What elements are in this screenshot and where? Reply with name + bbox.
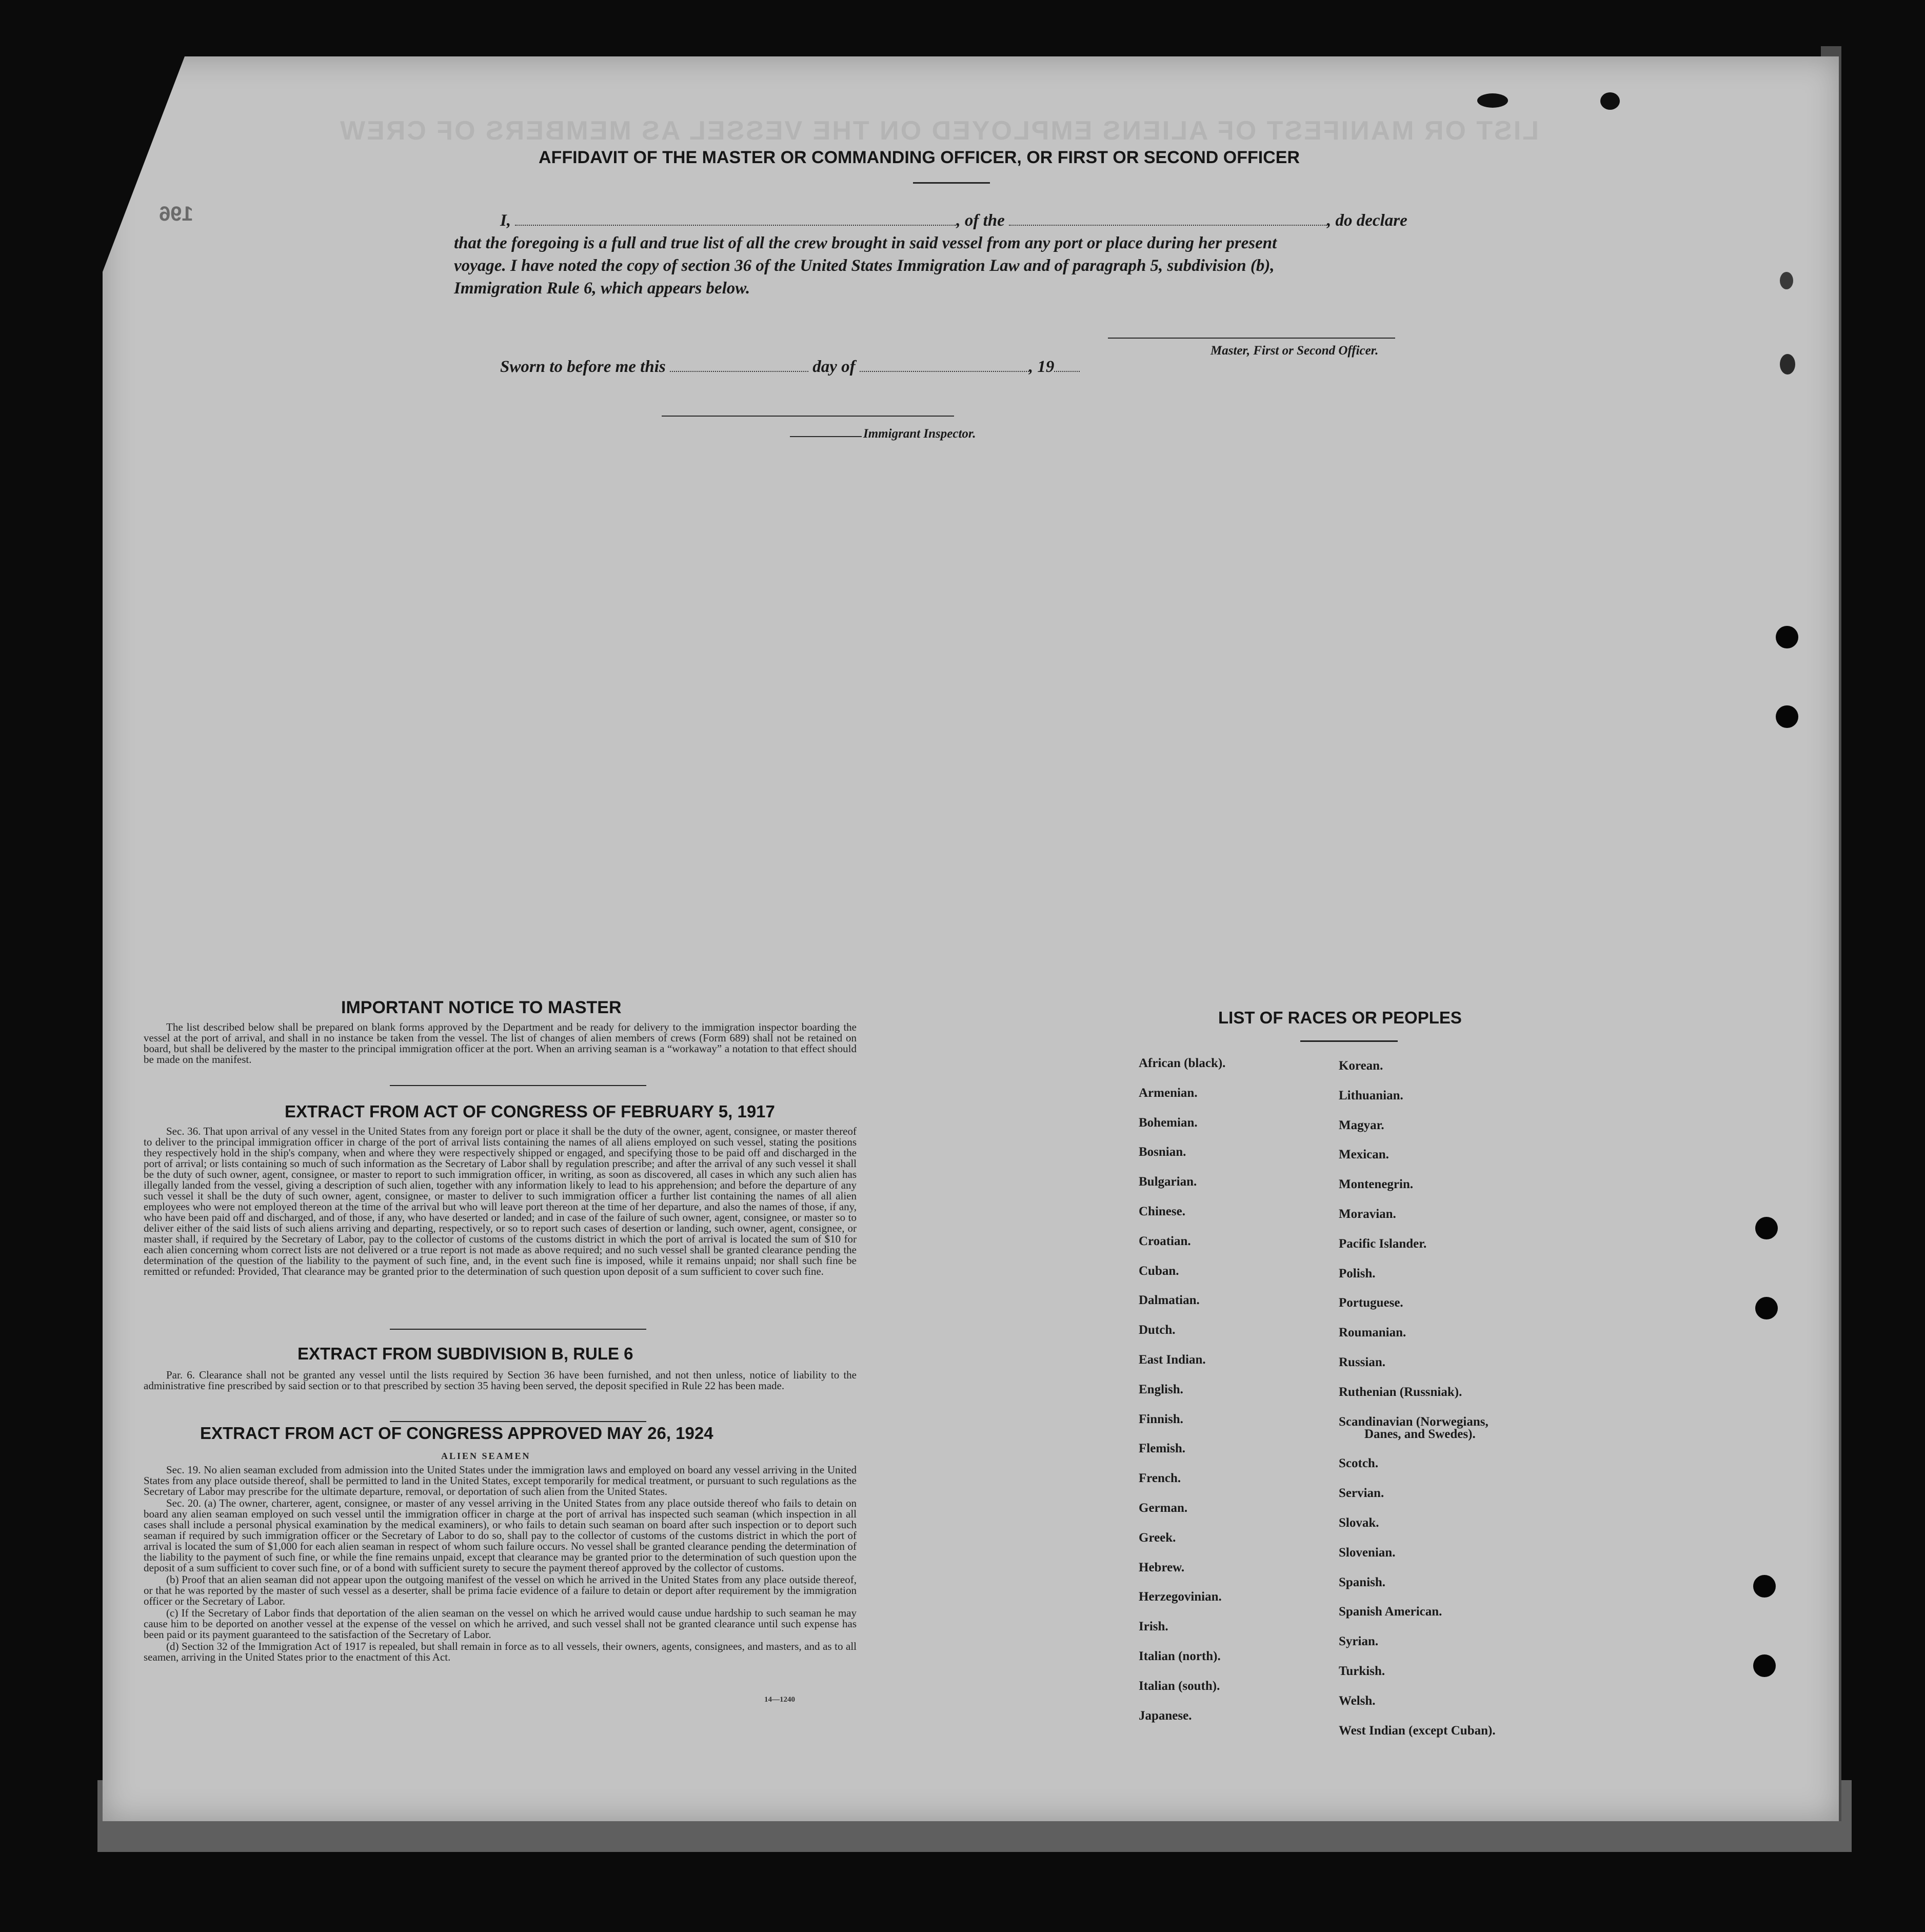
ink-blot	[1600, 92, 1620, 110]
race-item: Spanish American.	[1339, 1605, 1442, 1619]
race-item: Polish.	[1339, 1266, 1376, 1280]
race-item: Bulgarian.	[1139, 1175, 1197, 1189]
punch-hole	[1753, 1575, 1776, 1598]
race-item: Greek.	[1139, 1530, 1176, 1545]
extract-rule6-rule	[390, 1421, 646, 1422]
race-item: Montenegrin.	[1339, 1177, 1414, 1192]
race-item: Servian.	[1339, 1486, 1384, 1501]
extract-1917-text	[144, 1126, 857, 1278]
extract-rule6-paragraph: Par. 6. Clearance shall not be granted any vessel until the lists required by Section 36 have been furnished, and not then unless, notice of liability to the administrative fine prescribed by said section or to that prescribed by section 35 having been served, the deposit specified in Rule 22 has been made.	[144, 1369, 857, 1392]
race-item: Italian (south).	[1139, 1679, 1220, 1693]
race-item: Chinese.	[1139, 1205, 1185, 1218]
affidavit-line-1	[500, 210, 1407, 230]
affidavit-title-rule	[913, 182, 990, 184]
race-item: Bosnian.	[1139, 1145, 1186, 1159]
punch-hole	[1755, 1297, 1778, 1319]
affidavit-line-4: Immigration Rule 6, which appears below.	[454, 279, 750, 298]
notice-rule	[390, 1085, 646, 1086]
race-item: Dutch.	[1139, 1323, 1176, 1337]
race-item: Armenian.	[1139, 1086, 1198, 1100]
punch-hole	[1780, 354, 1795, 374]
races-title: LIST OF RACES OR PEOPLES	[1218, 1008, 1462, 1027]
races-title-rule	[1300, 1040, 1398, 1042]
extract-1917-title: EXTRACT FROM ACT OF CONGRESS OF FEBRUARY 5, 1917	[285, 1102, 775, 1121]
affidavit-line-2: that the foregoing is a full and true list of all the crew brought in said vessel from any port or place during her present	[454, 234, 1277, 252]
race-item: German.	[1139, 1501, 1188, 1515]
extract-1917-paragraph: Sec. 36. That upon arrival of any vessel in the United States from any foreign port or place it shall be the duty of the owner, agent, consignee, or master thereof to deliver to the principal immigration officer in charge of the port of arrival lists containing the names of all aliens employed on such vessel, stating the positions they respectively hold in the ship's company, when and where they were respectively shipped or engaged, and specifying those to be paid off and discharged in the port of arrival; or lists containing so much of such information as the Secretary of Labor shall by regulation prescribe; and after the arrival of any such vessel it shall be the duty of such owner, agent, consignee, or master to report to such immigration officer, in writing, as soon as discovered, all cases in which any such alien has illegally landed from the vessel, giving a description of such alien, together with any information likely to lead to his apprehension; and before the departure of any such vessel it shall be the duty of such owner, agent, consignee, or master to deliver to such immigration officer a further list containing the names of all alien employees who were not employed thereon at the time of the arrival but who will leave port thereon at the time of her departure, and also the names of those, if any, who have been paid off and discharged, and of those, if any, who have deserted or landed; and in case of the failure of such owner, agent, consignee, or master so to deliver either of the said lists of such aliens arriving and departing, respectively, or so to report such cases of desertion or landing, such owner, agent, consignee, or master shall, if required by the Secretary of Labor, pay to the collector of customs of the customs district in which the port of arrival is located the sum of $10 for each alien concerning whom correct lists are not delivered or a true report is not made as above required; and no such vessel shall be granted clearance pending the determination of the question of the liability to the payment of such fine, and, in the event such fine is imposed, while it remains unpaid; nor shall such fine be remitted or refunded: Provided, That clearance may be granted prior to the determination of such question upon deposit of a sum sufficient to cover such fine.	[144, 1125, 857, 1277]
race-item: Hebrew.	[1139, 1560, 1185, 1574]
race-item: Roumanian.	[1339, 1326, 1406, 1340]
race-item: Mexican.	[1339, 1148, 1389, 1162]
notice-title: IMPORTANT NOTICE TO MASTER	[341, 998, 622, 1017]
sworn-year-blank	[1054, 357, 1080, 372]
race-item: Turkish.	[1339, 1664, 1385, 1678]
race-item: Dalmatian.	[1139, 1293, 1200, 1308]
extract-1924-sec19: Sec. 19. No alien seaman excluded from admission into the United States under the immigration laws and employed on board any vessel arriving in the United States from any place outside thereof, shall be permitted to land in the United States, except temporarily for medical treatment, or pursuant to such regulations as the Secretary of Labor may prescribe for the ultimate departure, removal, or deportation of such alien from the United States.	[144, 1464, 857, 1497]
race-item: Scandinavian (Norwegians,	[1339, 1414, 1489, 1429]
bleed-through-header: LIST OR MANIFEST OF ALIENS EMPLOYED ON THE VESSEL AS MEMBERS OF CREW	[339, 116, 1539, 146]
race-item: Syrian.	[1339, 1634, 1379, 1649]
extract-1924-sec20b: (b) Proof that an alien seaman did not appear upon the outgoing manifest of the vessel on which he arrived in the United States from any place outside thereof, or that he was reported by the master of such vessel as a deserter, shall be prima facie evidence of a failure to detain or deport after requirement by the immigration officer or the Secretary of Labor.	[144, 1573, 857, 1607]
punch-hole	[1780, 272, 1793, 289]
extract-1917-rule	[390, 1329, 646, 1330]
form-number: 14—1240	[764, 1696, 795, 1704]
inspector-signature-underline	[790, 436, 862, 437]
race-item: Lithuanian.	[1339, 1088, 1403, 1102]
extract-1924-sec20d: (d) Section 32 of the Immigration Act of 1917 is repealed, but shall remain in force as to all vessels, their owners, agents, consignees, and masters, and as to all seamen, arriving in the United States prior to the enactment of this Act.	[144, 1640, 857, 1663]
race-item: French.	[1139, 1471, 1181, 1486]
race-item: Slovak.	[1339, 1516, 1379, 1530]
sworn-month-blank	[860, 357, 1029, 372]
master-signature-label: Master, First or Second Officer.	[1210, 344, 1379, 358]
extract-1924-title: EXTRACT FROM ACT OF CONGRESS APPROVED MAY 26, 1924	[200, 1424, 713, 1443]
master-name-blank	[515, 210, 956, 226]
race-item: Moravian.	[1339, 1207, 1396, 1221]
race-item: Japanese.	[1139, 1708, 1192, 1723]
notice-paragraph: The list described below shall be prepared on blank forms approved by the Department and be ready for delivery to the immigration inspector boarding the vessel at the port of arrival, and shall in no instance be taken from the vessel. The list of changes of alien members of crews (Form 689) shall not be retained on board, but shall be delivered by the master to the principal immigration officer at the port. When an arriving seaman is a “workaway” a notation to that effect should be made on the manifest.	[144, 1021, 857, 1066]
sworn-day-blank	[670, 357, 808, 372]
inspector-signature-label: Immigrant Inspector.	[863, 427, 976, 441]
race-item: Finnish.	[1139, 1412, 1183, 1426]
punch-hole	[1755, 1217, 1778, 1239]
ink-blot	[1477, 93, 1508, 108]
race-item: English.	[1139, 1382, 1183, 1396]
race-item: Pacific Islander.	[1339, 1236, 1427, 1251]
affidavit-i-label: I,	[500, 211, 511, 230]
master-signature-line	[1108, 338, 1395, 339]
sworn-prefix: Sworn to before me this	[500, 358, 666, 376]
extract-rule6-title: EXTRACT FROM SUBDIVISION B, RULE 6	[297, 1344, 633, 1363]
extract-rule6-text	[144, 1370, 857, 1392]
race-item: African (black).	[1139, 1056, 1226, 1070]
extract-1924-sec20a: Sec. 20. (a) The owner, charterer, agent, consignee, or master of any vessel arriving in the United States from any place outside thereof who fails to detain on board any alien seaman employed on such vessel until the immigration officer in charge at the port of arrival has inspected such seaman (which inspection in all cases shall include a personal physical examination by the medical examiners), or who fails to detain such seaman on board after such inspection or to deport such seaman if required by such immigration officer or the Secretary of Labor to do so, shall pay to the collector of customs of the customs district in which the port of arrival is located the sum of $1,000 for each alien seaman in respect of whom such failure occurs. No vessel shall be granted clearance pending the determination of the liability to the payment of such fine, or while the fine remains unpaid, except that clearance may be granted prior to the determination of such question upon the deposit of a sum sufficient to cover such fine, or of a bond with sufficient surety to secure the payment thereof approved by the collector of customs.	[144, 1497, 857, 1574]
sworn-year: , 19	[1028, 358, 1055, 376]
race-item: Bohemian.	[1139, 1115, 1198, 1130]
race-item: Korean.	[1339, 1059, 1383, 1073]
affidavit-title: AFFIDAVIT OF THE MASTER OR COMMANDING OFFICER, OR FIRST OR SECOND OFFICER	[539, 148, 1300, 167]
race-item: Danes, and Swedes).	[1364, 1427, 1476, 1441]
race-item: Portuguese.	[1339, 1296, 1403, 1310]
race-item: West Indian (except Cuban).	[1339, 1723, 1496, 1738]
race-item: Scotch.	[1339, 1456, 1379, 1471]
inspector-signature-line	[662, 416, 954, 417]
race-item: Irish.	[1139, 1620, 1168, 1634]
race-item: Italian (north).	[1139, 1649, 1221, 1663]
affidavit-line-3: voyage. I have noted the copy of section 36 of the United States Immigration Law and of paragraph 5, subdivision (b),	[454, 257, 1275, 275]
extract-1924-text	[144, 1465, 857, 1664]
race-item: Herzegovinian.	[1139, 1590, 1222, 1604]
vessel-name-blank	[1009, 210, 1327, 226]
sworn-day-of: day of	[812, 358, 856, 376]
race-item: Flemish.	[1139, 1442, 1185, 1456]
race-item: Spanish.	[1339, 1575, 1386, 1589]
race-item: Croatian.	[1139, 1234, 1191, 1248]
race-item: Welsh.	[1339, 1693, 1376, 1708]
race-item: Slovenian.	[1339, 1545, 1396, 1560]
race-item: Russian.	[1339, 1355, 1386, 1369]
affidavit-declare-label: , do declare	[1327, 211, 1407, 230]
bleed-through-page-number: 196	[159, 203, 193, 225]
race-item: East Indian.	[1139, 1353, 1206, 1367]
punch-hole	[1776, 626, 1798, 648]
punch-hole	[1776, 705, 1798, 728]
sworn-line	[500, 357, 1080, 377]
extract-1924-subhead: ALIEN SEAMEN	[441, 1451, 531, 1461]
notice-text	[144, 1022, 857, 1066]
manifest-page	[103, 56, 1839, 1821]
race-item: Ruthenian (Russniak).	[1339, 1385, 1462, 1399]
extract-1924-sec20c: (c) If the Secretary of Labor finds that deportation of the alien seaman on the vessel on which he arrived would cause undue hardship to such seaman he may cause him to be deported on another vessel at the expense of the vessel on which he arrived, and such vessel shall not be granted clearance until such expense has been paid or its payment guaranteed to the satisfaction of the Secretary of Labor.	[144, 1607, 857, 1641]
race-item: Cuban.	[1139, 1264, 1179, 1278]
affidavit-of-the-label: , of the	[956, 211, 1005, 230]
folded-corner	[103, 56, 185, 272]
race-item: Magyar.	[1339, 1118, 1384, 1132]
punch-hole	[1753, 1654, 1776, 1677]
